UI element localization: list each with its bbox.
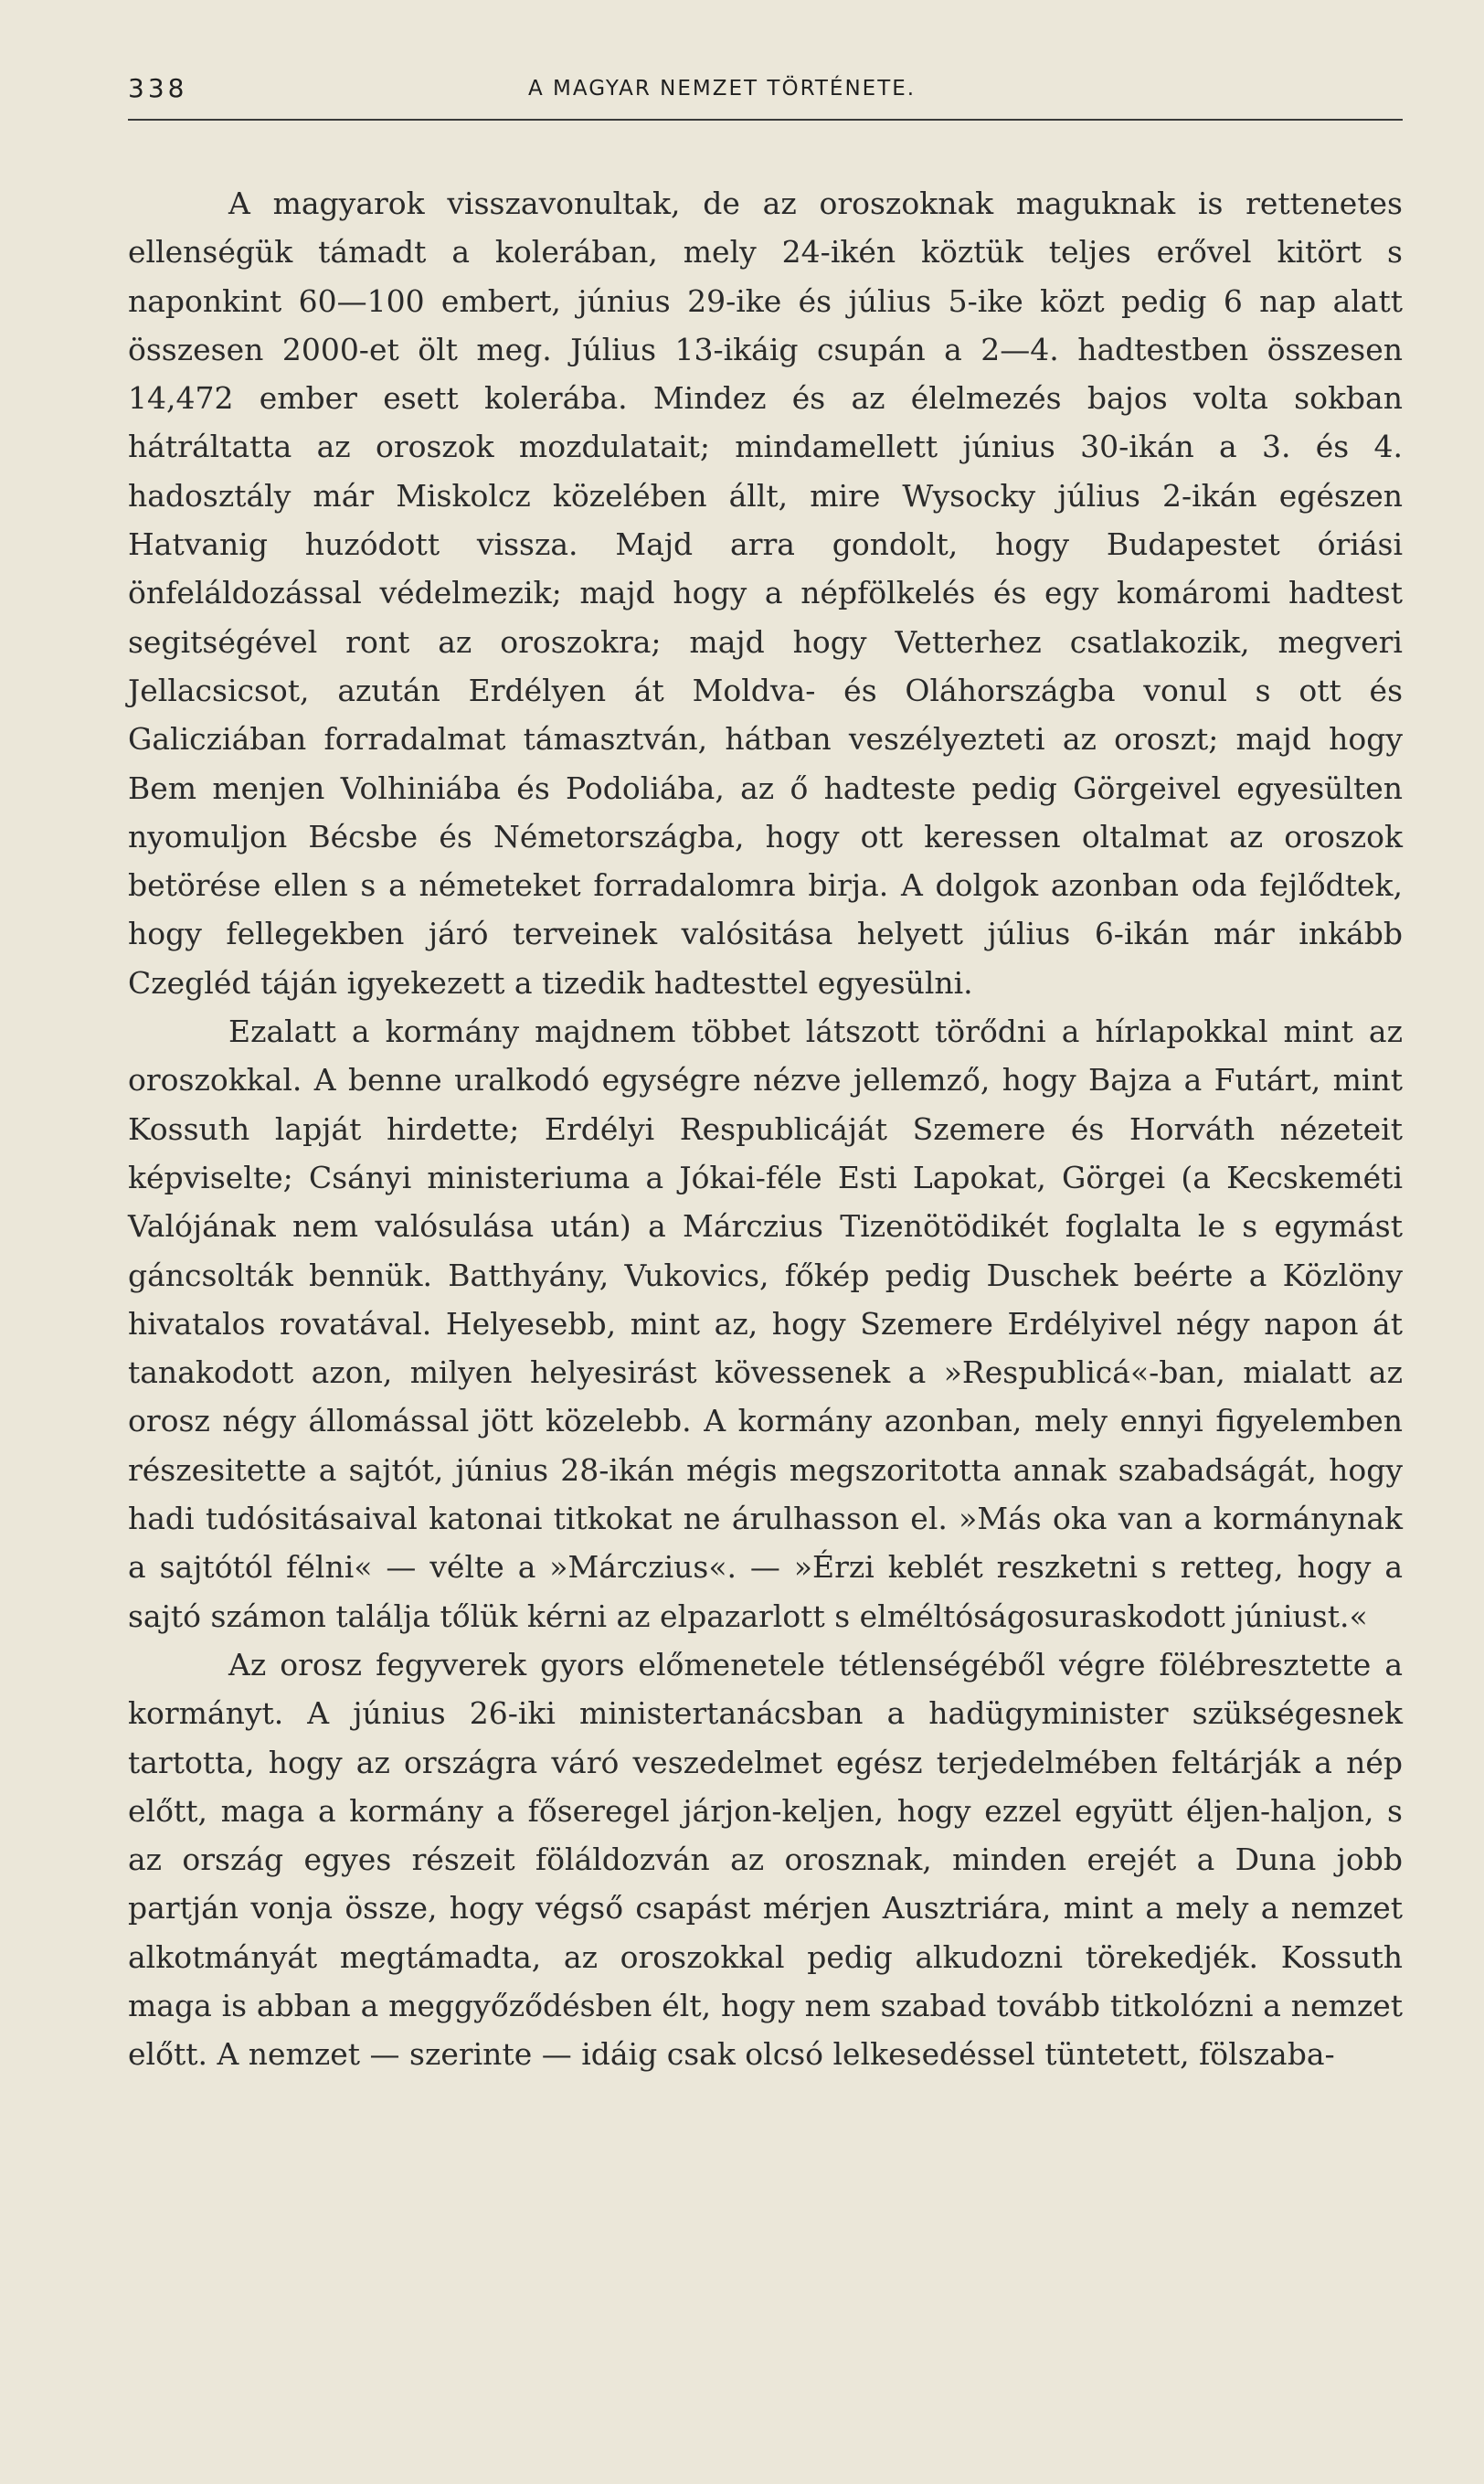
header-rule [128,119,1403,121]
paragraph: A magyarok visszavonultak, de az oroszoknak maguknak is rettenetes ellenségük támadt a kolerában, mely 24-ikén köztük teljes erővel kitört s naponkint 60—100 embert, június 29-ike és július 5-ike közt pedig 6 nap alatt összesen 2000-et ölt meg. Július 13-ikáig csupán a 2—4. hadtestben összesen 14,472 ember esett kolerába. Mindez és az élelmezés bajos volta sokban hátráltatta az oroszok mozdulatait; mindamellett június 30-ikán a 3. és 4. hadosztály már Miskolcz közelében állt, mire Wysocky július 2-ikán egészen Hatvanig huzódott vissza. Majd arra gondolt, hogy Budapestet óriási önfeláldozással védelmezik; majd hogy a népfölkelés és egy komáromi hadtest segitségével ront az oroszokra; majd hogy Vetterhez csatlakozik, megveri Jellacsicsot, azután Erdélyen át Moldva- és Oláhországba vonul s ott és Galicziában forradalmat támasztván, hátban veszélyezteti az oroszt; majd hogy Bem menjen Volhiniába és Podoliába, az ő hadteste pedig Görgeivel egyesülten nyomuljon Bécsbe és Németországba, hogy ott keressen oltalmat az oroszok betörése ellen s a németeket forradalomra birja. A dolgok azonban oda fejlődtek, hogy fellegekben járó terveinek valósitása helyett július 6-ikán már inkább Czegléd táján igyekezett a tizedik hadtesttel egyesülni. [128,186,1403,1001]
page-number: 338 [128,73,188,103]
running-head [128,73,1403,110]
body-text [128,179,1403,2079]
paragraph: Az orosz fegyverek gyors előmenetele tétlenségéből végre fölébresztette a kormányt. A június 26-iki ministertanácsban a hadügyminister szükségesnek tartotta, hogy az országra váró veszedelmet egész terjedelmében feltárják a nép előtt, maga a kormány a főseregel járjon-keljen, hogy ezzel együtt éljen-haljon, s az ország egyes részeit föláldozván az orosznak, minden erejét a Duna jobb partján vonja össze, hogy végső csapást mérjen Ausztriára, mint a mely a nemzet alkotmányát megtámadta, az oroszokkal pedig alkudozni törekedjék. Kossuth maga is abban a meggyőződésben élt, hogy nem szabad tovább titkolózni a nemzet előtt. A nemzet — szerinte — idáig csak olcsó lelkesedéssel tüntetett, fölszaba- [128,1646,1403,2073]
running-title: A MAGYAR NEMZET TÖRTÉNETE. [528,77,917,101]
paragraph: Ezalatt a kormány majdnem többet látszott törődni a hírlapokkal mint az oroszokkal. A benne uralkodó egységre nézve jellemző, hogy Bajza a Futárt, mint Kossuth lapját hirdette; Erdélyi Respublicáját Szemere és Horváth nézeteit képviselte; Csányi ministeriuma a Jókai-féle Esti Lapokat, Görgei (a Kecskeméti Valójának nem valósulása után) a Márczius Tizenötödikét foglalta le s egymást gáncsolták bennük. Batthyány, Vukovics, főkép pedig Duschek beérte a Közlöny hivatalos rovatával. Helyesebb, mint az, hogy Szemere Erdélyivel négy napon át tanakodott azon, milyen helyesirást kövessenek a »Respublicá«-ban, mialatt az orosz négy állomással jött közelebb. A kormány azonban, mely ennyi figyelemben részesitette a sajtót, június 28-ikán mégis megszoritotta annak szabadságát, hogy hadi tudósitásaival katonai titkokat ne árulhasson el. »Más oka van a kormánynak a sajtótól félni« — vélte a »Márczius«. — »Érzi keblét reszketni s retteg, hogy a sajtó számon találja tőlük kérni az elpazarlott s elméltóságosuraskodott júniust.« [128,1014,1403,1634]
